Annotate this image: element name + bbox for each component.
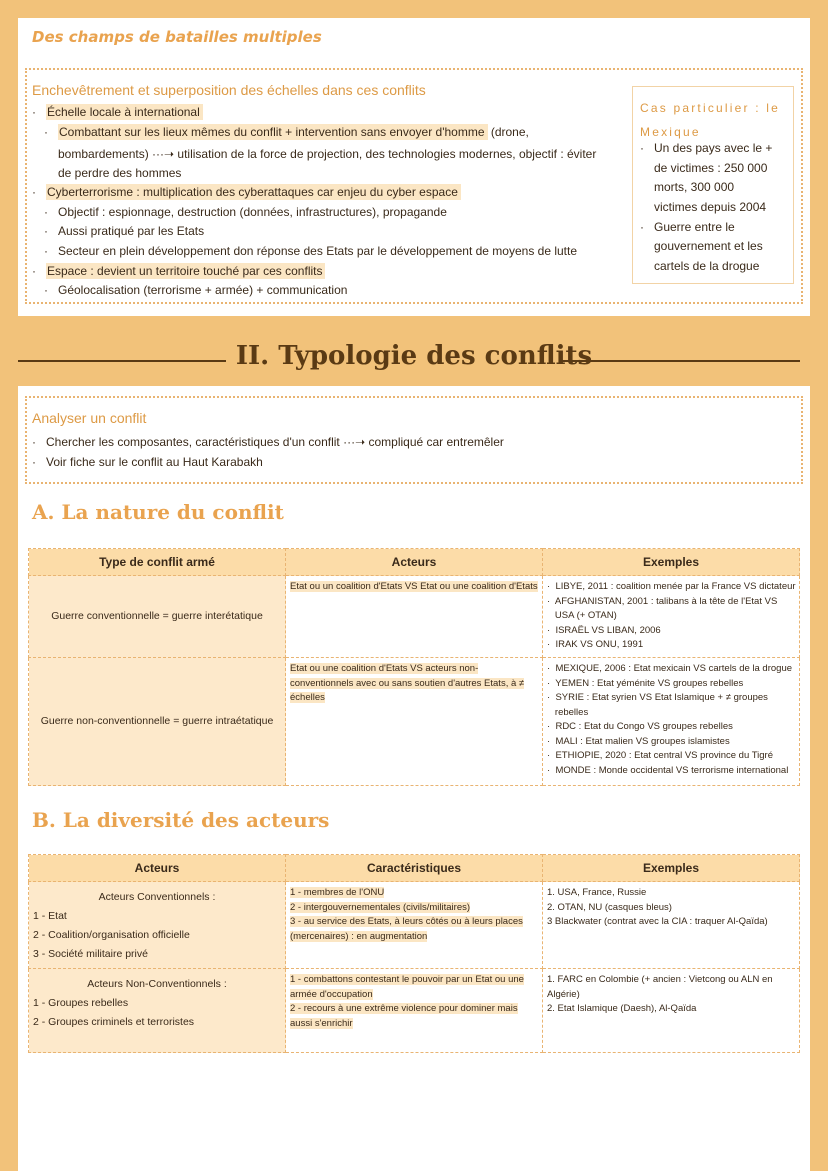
echelles-title: Enchevêtrement et superposition des échelles dans ces conflits <box>32 82 426 98</box>
subsection-title-b: B. La diversité des acteurs <box>32 808 330 832</box>
subsection-title-a: A. La nature du conflit <box>32 500 284 524</box>
table-cell: · LIBYE, 2011 : coalition menée par la France VS dictateur · AFGHANISTAN, 2001 : talibans à la tête de l'Etat VS USA (+ OTAN) · ISRAËL VS LIBAN, 2006 · IRAK VS ONU, 1991 <box>543 576 800 658</box>
table-row <box>29 658 800 786</box>
table-cell: Guerre non-conventionnelle = guerre intraétatique <box>29 658 286 786</box>
list-item: · Aussi pratiqué par les Etats <box>44 224 205 238</box>
table-header: Acteurs <box>29 855 286 882</box>
list-item: · Combattant sur les lieux mêmes du conflit + intervention sans envoyer d'homme (drone, <box>44 125 529 139</box>
table-header: Caractéristiques <box>286 855 543 882</box>
acteurs-table <box>28 854 800 1053</box>
list-item-cont: gouvernement et les <box>654 239 763 253</box>
table-cell: Guerre conventionnelle = guerre interétatique <box>29 576 286 658</box>
table-cell: 1 - membres de l'ONU 2 - intergouvernementales (civils/militaires) 3 - au service des Etats, à leurs côtés ou à leurs places (mercenaires) : en augmentation <box>286 882 543 969</box>
list-item: · Objectif : espionnage, destruction (données, infrastructures), propagande <box>44 205 447 219</box>
table-row <box>29 969 800 1053</box>
table-cell: 1. FARC en Colombie (+ ancien : Vietcong ou ALN en Algérie) 2. Etat Islamique (Daesh), Al-Qaïda <box>543 969 800 1053</box>
list-item: · Espace : devient un territoire touché par ces conflits <box>32 263 325 279</box>
table-row <box>29 882 800 969</box>
table-header: Type de conflit armé <box>29 549 286 576</box>
section-heading: Des champs de batailles multiples <box>32 28 322 46</box>
list-item: · Chercher les composantes, caractéristiques d'un conflit ···➝ compliqué car entremêler <box>32 435 504 449</box>
table-header: Acteurs <box>286 549 543 576</box>
table-cell: 1 - combattons contestant le pouvoir par un Etat ou une armée d'occupation 2 - recours à une extrême violence pour dominer mais aussi s'enrichir <box>286 969 543 1053</box>
table-header: Exemples <box>543 855 800 882</box>
list-item-cont: morts, 300 000 <box>654 180 735 194</box>
table-cell: Acteurs Non-Conventionnels : 1 - Groupes rebelles 2 - Groupes criminels et terroristes <box>29 969 286 1053</box>
list-item: · Échelle locale à international <box>32 104 203 120</box>
mexique-title: Cas particulier : le Mexique <box>640 101 781 139</box>
table-cell: Etat ou une coalition d'Etats VS acteurs non-conventionnels avec ou sans soutien d'autres Etats, à ≠ échelles <box>286 658 543 786</box>
list-item-cont: bombardements) ···➝ utilisation de la force de projection, des technologies modernes, objectif : éviter <box>58 147 597 161</box>
list-item-cont: cartels de la drogue <box>654 259 760 273</box>
section-title: II. Typologie des conflits <box>235 341 593 371</box>
table-cell: Acteurs Conventionnels : 1 - Etat 2 - Coalition/organisation officielle 3 - Société militaire privé <box>29 882 286 969</box>
table-cell: 1. USA, France, Russie 2. OTAN, NU (casques bleus) 3 Blackwater (contrat avec la CIA : traquer Al-Qaïda) <box>543 882 800 969</box>
list-item: · Un des pays avec le + <box>640 141 773 155</box>
list-item: · Cyberterrorisme : multiplication des cyberattaques car enjeu du cyber espace <box>32 184 461 200</box>
list-item: · Géolocalisation (terrorisme + armée) + communication <box>44 283 348 297</box>
list-item: · Secteur en plein développement don réponse des Etats par le développement de moyens de lutte <box>44 244 578 258</box>
list-item-cont: de perdre des hommes <box>58 166 182 180</box>
nature-table <box>28 548 800 786</box>
table-row <box>29 576 800 658</box>
list-item: · Voir fiche sur le conflit au Haut Karabakh <box>32 455 263 469</box>
analyser-title: Analyser un conflit <box>32 410 147 426</box>
table-cell: Etat ou un coalition d'Etats VS Etat ou une coalition d'Etats <box>286 576 543 658</box>
list-item-cont: de victimes : 250 000 <box>654 161 768 175</box>
list-item-cont: victimes depuis 2004 <box>654 200 767 214</box>
table-cell: · MEXIQUE, 2006 : Etat mexicain VS cartels de la drogue · YEMEN : Etat yéménite VS groupes rebelles · SYRIE : Etat syrien VS Etat Islamique + ≠ groupes rebelles · RDC : Etat du Congo VS groupes rebelles · MALI : Etat malien VS groupes islamistes · ETHIOPIE, 2020 : Etat central VS province du Tigré · MONDE : Monde occidental VS terrorisme international <box>543 658 800 786</box>
list-item: · Guerre entre le <box>640 220 735 234</box>
table-header: Exemples <box>543 549 800 576</box>
